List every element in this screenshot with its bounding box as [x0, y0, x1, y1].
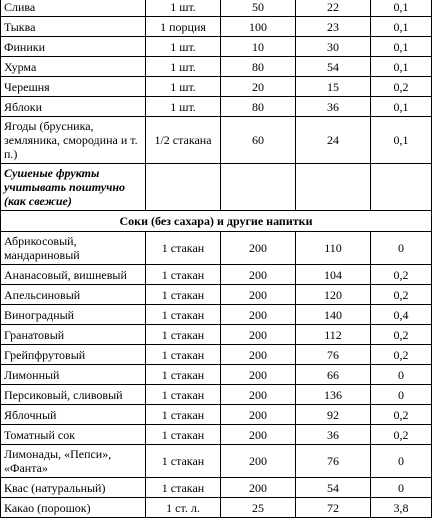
- product-name: Абрикосовый, мандариновый: [1, 232, 146, 265]
- juice-rows: [1, 232, 432, 518]
- dried-fruit-note: Сушеные фрукты учитывать поштучно (как свежие): [1, 164, 146, 211]
- kcal-cell: 120: [296, 285, 371, 305]
- table-row: [1, 97, 432, 117]
- product-name: Грейпфрутовый: [1, 345, 146, 365]
- extra-cell: 0,2: [371, 425, 432, 445]
- portion-cell: 1 стакан: [146, 445, 221, 478]
- extra-cell: 0,2: [371, 405, 432, 425]
- extra-cell: 0,4: [371, 305, 432, 325]
- weight-cell: 60: [221, 117, 296, 164]
- table-row: [1, 445, 432, 478]
- weight-cell: 200: [221, 285, 296, 305]
- kcal-cell: 104: [296, 265, 371, 285]
- table-row: [1, 17, 432, 37]
- empty-cell: [221, 164, 296, 211]
- product-name: Черешня: [1, 77, 146, 97]
- empty-cell: [146, 164, 221, 211]
- kcal-cell: 23: [296, 17, 371, 37]
- portion-cell: 1 шт.: [146, 57, 221, 77]
- product-name: Финики: [1, 37, 146, 57]
- extra-cell: 0: [371, 478, 432, 498]
- weight-cell: 200: [221, 385, 296, 405]
- portion-cell: 1 шт.: [146, 37, 221, 57]
- product-name: Тыква: [1, 17, 146, 37]
- extra-cell: 0: [371, 365, 432, 385]
- kcal-cell: 15: [296, 77, 371, 97]
- weight-cell: 200: [221, 445, 296, 478]
- weight-cell: 200: [221, 325, 296, 345]
- kcal-cell: 36: [296, 425, 371, 445]
- extra-cell: 0,2: [371, 265, 432, 285]
- weight-cell: 80: [221, 57, 296, 77]
- empty-cell: [296, 164, 371, 211]
- extra-cell: 0,1: [371, 117, 432, 164]
- extra-cell: 0,2: [371, 325, 432, 345]
- section-header-row: [1, 211, 432, 232]
- nutrition-table-body: [1, 0, 432, 232]
- table-row: [1, 325, 432, 345]
- table-row: [1, 498, 432, 518]
- table-row: [1, 77, 432, 97]
- portion-cell: 1 ст. л.: [146, 498, 221, 518]
- table-row: [1, 305, 432, 325]
- table-row: [1, 37, 432, 57]
- portion-cell: 1 стакан: [146, 405, 221, 425]
- portion-cell: 1 стакан: [146, 285, 221, 305]
- table-row: [1, 345, 432, 365]
- weight-cell: 25: [221, 498, 296, 518]
- weight-cell: 200: [221, 345, 296, 365]
- table-row: [1, 365, 432, 385]
- extra-cell: 0,1: [371, 57, 432, 77]
- product-name: Гранатовый: [1, 325, 146, 345]
- table-row: [1, 57, 432, 77]
- kcal-cell: 54: [296, 57, 371, 77]
- weight-cell: 200: [221, 478, 296, 498]
- product-name: Ягоды (брусника, земляника, смородина и т. п.): [1, 117, 146, 164]
- product-name: Ананасовый, вишневый: [1, 265, 146, 285]
- table-row: [1, 425, 432, 445]
- extra-cell: 0: [371, 445, 432, 478]
- kcal-cell: 54: [296, 478, 371, 498]
- extra-cell: 0,1: [371, 97, 432, 117]
- table-row: [1, 478, 432, 498]
- portion-cell: 1 стакан: [146, 325, 221, 345]
- portion-cell: 1 стакан: [146, 305, 221, 325]
- portion-cell: 1 шт.: [146, 0, 221, 17]
- kcal-cell: 136: [296, 385, 371, 405]
- portion-cell: 1 порция: [146, 17, 221, 37]
- portion-cell: 1 стакан: [146, 365, 221, 385]
- product-name: Яблочный: [1, 405, 146, 425]
- product-name: Слива: [1, 0, 146, 17]
- section-title: Соки (без сахара) и другие напитки: [1, 211, 432, 232]
- portion-cell: 1 шт.: [146, 77, 221, 97]
- extra-cell: 0,2: [371, 77, 432, 97]
- portion-cell: 1 стакан: [146, 265, 221, 285]
- product-name: Виноградный: [1, 305, 146, 325]
- weight-cell: 200: [221, 265, 296, 285]
- product-name: Персиковый, сливовый: [1, 385, 146, 405]
- kcal-cell: 30: [296, 37, 371, 57]
- weight-cell: 50: [221, 0, 296, 17]
- weight-cell: 80: [221, 97, 296, 117]
- kcal-cell: 72: [296, 498, 371, 518]
- product-name: Какао (порошок): [1, 498, 146, 518]
- weight-cell: 10: [221, 37, 296, 57]
- extra-cell: 3,8: [371, 498, 432, 518]
- portion-cell: 1 стакан: [146, 425, 221, 445]
- kcal-cell: 76: [296, 345, 371, 365]
- table-row: [1, 285, 432, 305]
- extra-cell: 0: [371, 385, 432, 405]
- kcal-cell: 76: [296, 445, 371, 478]
- weight-cell: 200: [221, 232, 296, 265]
- portion-cell: 1/2 стакана: [146, 117, 221, 164]
- portion-cell: 1 стакан: [146, 385, 221, 405]
- weight-cell: 20: [221, 77, 296, 97]
- extra-cell: 0,2: [371, 345, 432, 365]
- extra-cell: 0,1: [371, 0, 432, 17]
- table-row: [1, 265, 432, 285]
- note-row: [1, 164, 432, 211]
- extra-cell: 0: [371, 232, 432, 265]
- kcal-cell: 22: [296, 0, 371, 17]
- kcal-cell: 140: [296, 305, 371, 325]
- portion-cell: 1 стакан: [146, 478, 221, 498]
- weight-cell: 200: [221, 425, 296, 445]
- portion-cell: 1 стакан: [146, 345, 221, 365]
- portion-cell: 1 стакан: [146, 232, 221, 265]
- empty-cell: [371, 164, 432, 211]
- product-name: Томатный сок: [1, 425, 146, 445]
- weight-cell: 200: [221, 305, 296, 325]
- extra-cell: 0,2: [371, 285, 432, 305]
- kcal-cell: 112: [296, 325, 371, 345]
- kcal-cell: 110: [296, 232, 371, 265]
- kcal-cell: 66: [296, 365, 371, 385]
- weight-cell: 100: [221, 17, 296, 37]
- extra-cell: 0,1: [371, 37, 432, 57]
- portion-cell: 1 шт.: [146, 97, 221, 117]
- product-name: Квас (натуральный): [1, 478, 146, 498]
- product-name: Хурма: [1, 57, 146, 77]
- table-row: [1, 117, 432, 164]
- kcal-cell: 24: [296, 117, 371, 164]
- weight-cell: 200: [221, 365, 296, 385]
- product-name: Лимонады, «Пепси», «Фанта»: [1, 445, 146, 478]
- product-name: Апельсиновый: [1, 285, 146, 305]
- product-name: Лимонный: [1, 365, 146, 385]
- table-row: [1, 405, 432, 425]
- product-name: Яблоки: [1, 97, 146, 117]
- table-row: [1, 0, 432, 17]
- table-row: [1, 232, 432, 265]
- kcal-cell: 92: [296, 405, 371, 425]
- weight-cell: 200: [221, 405, 296, 425]
- extra-cell: 0,1: [371, 17, 432, 37]
- kcal-cell: 36: [296, 97, 371, 117]
- table-row: [1, 385, 432, 405]
